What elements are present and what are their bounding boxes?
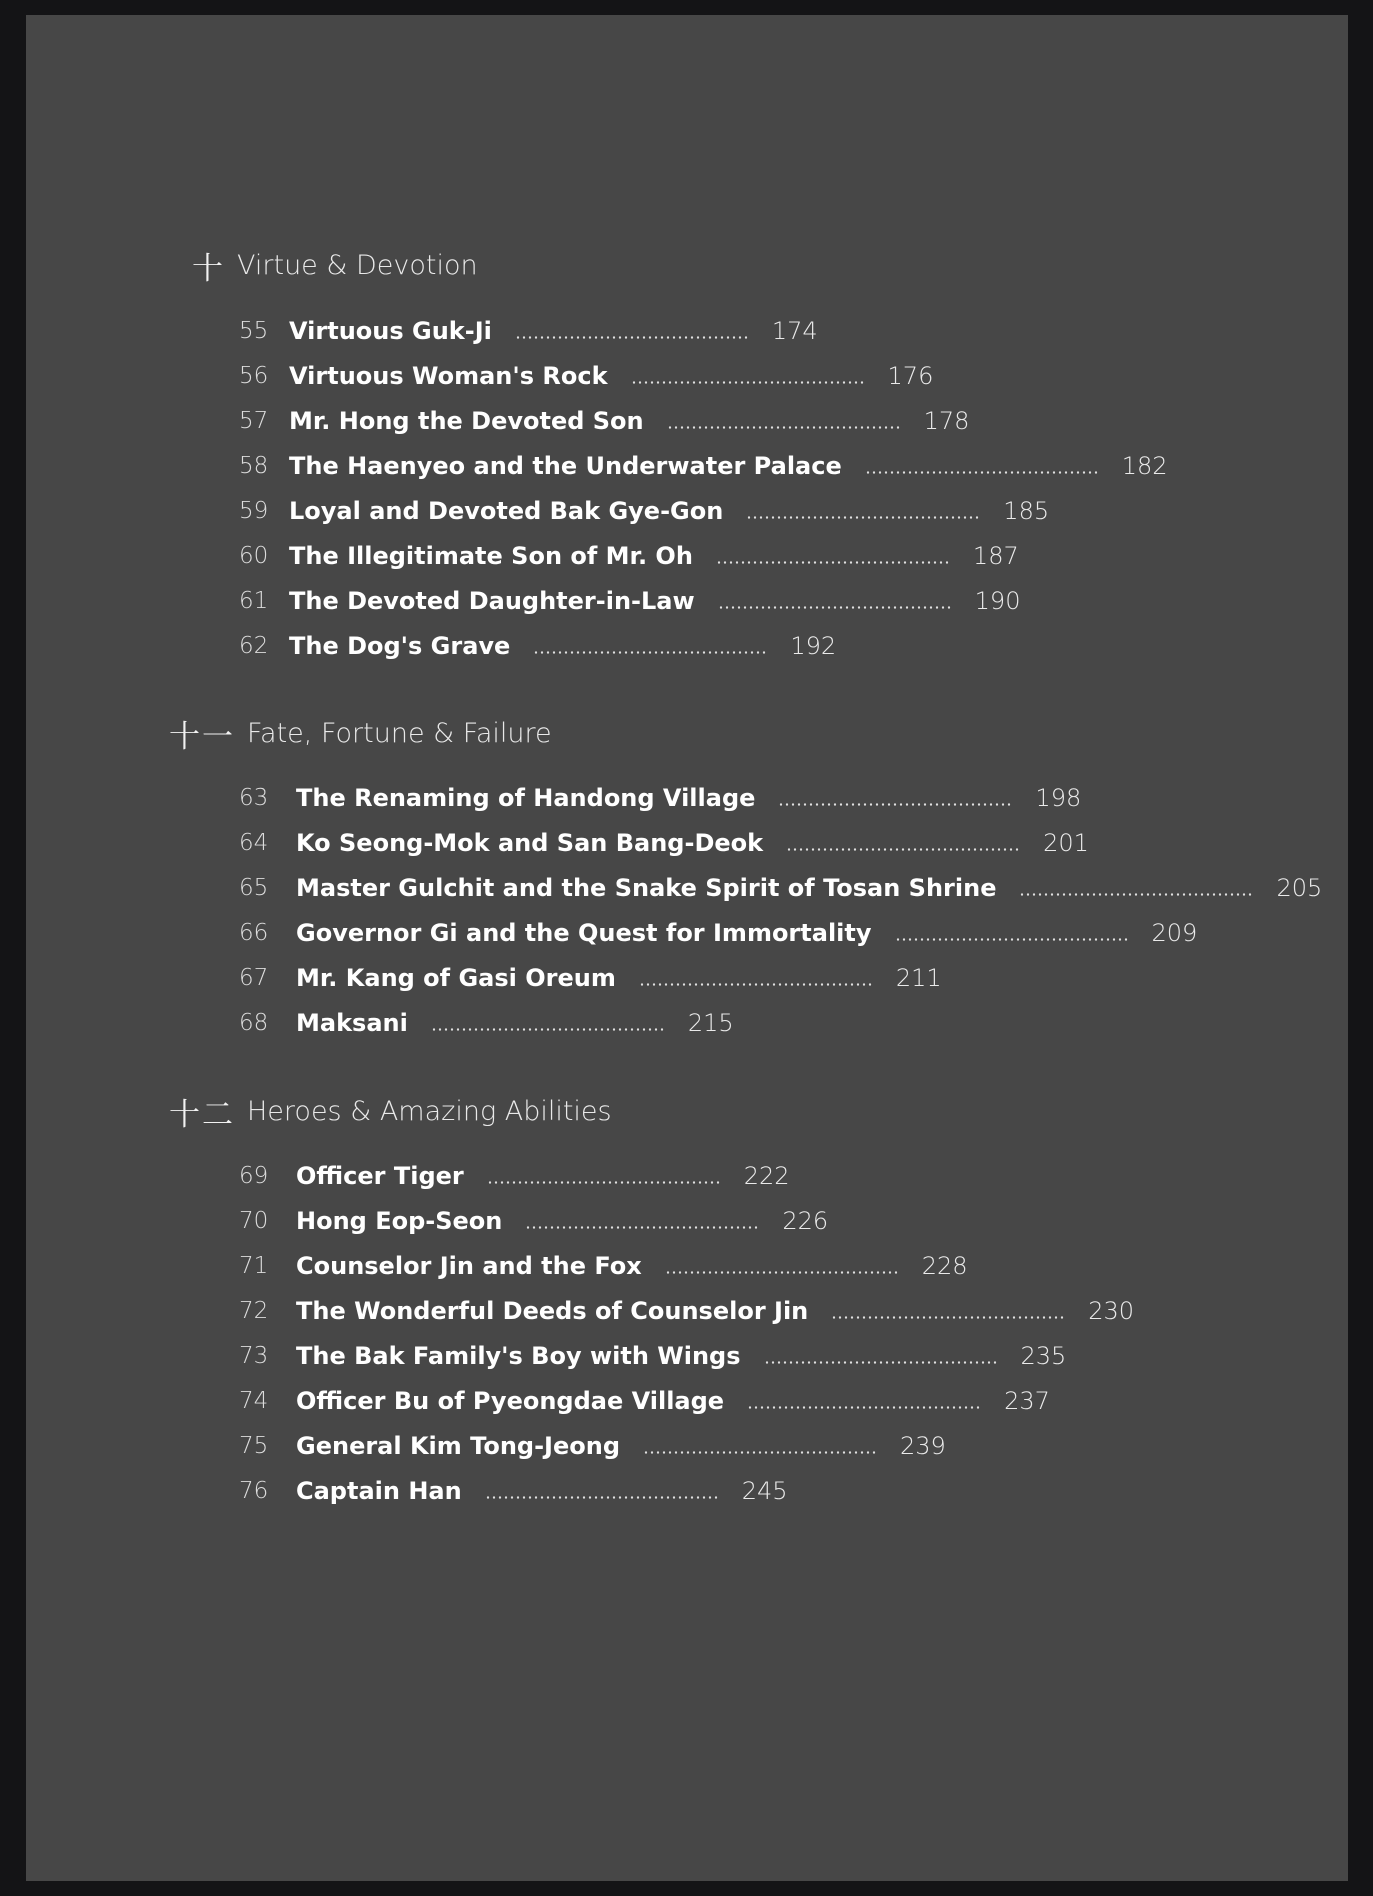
page-number: 198 (1035, 783, 1082, 812)
section-heading (169, 1091, 612, 1131)
section-numeral: 十一 (169, 718, 235, 755)
chapter-number: 67 (239, 964, 269, 991)
toc-entry[interactable] (239, 910, 1197, 955)
chapter-title: Virtuous Guk-Ji (289, 316, 492, 345)
page-number: 245 (741, 1476, 788, 1505)
chapter-title: The Devoted Daughter-in-Law (289, 586, 695, 615)
chapter-number: 56 (239, 362, 269, 389)
toc-entry[interactable] (239, 1288, 1134, 1333)
dot-leader (746, 516, 980, 519)
toc-entry[interactable] (239, 308, 818, 353)
chapter-number: 66 (239, 919, 269, 946)
chapter-number: 68 (239, 1009, 269, 1036)
toc-entry[interactable] (239, 1333, 1066, 1378)
chapter-title: Hong Eop-Seon (296, 1206, 503, 1235)
page-number: 230 (1088, 1296, 1135, 1325)
chapter-number: 57 (239, 407, 269, 434)
page-number: 226 (782, 1206, 829, 1235)
dot-leader (747, 1406, 981, 1409)
page-number: 192 (790, 631, 837, 660)
toc-entry[interactable] (239, 955, 942, 1000)
dot-leader (831, 1316, 1065, 1319)
chapter-title: Counselor Jin and the Fox (296, 1251, 642, 1280)
toc-entry[interactable] (239, 353, 933, 398)
chapter-number: 71 (239, 1252, 269, 1279)
page-number: 235 (1020, 1341, 1067, 1370)
toc-entry[interactable] (239, 1468, 788, 1513)
dot-leader (778, 803, 1012, 806)
page-number: 182 (1121, 451, 1168, 480)
page-number: 215 (687, 1008, 734, 1037)
page-number: 176 (887, 361, 934, 390)
section-numeral: 十二 (169, 1096, 235, 1133)
page-number: 209 (1151, 918, 1198, 947)
chapter-number: 62 (239, 632, 269, 659)
chapter-number: 60 (239, 542, 269, 569)
toc-entry[interactable] (239, 865, 1322, 910)
chapter-number: 70 (239, 1207, 269, 1234)
dot-leader (533, 651, 767, 654)
page-number: 222 (743, 1161, 790, 1190)
page-number: 228 (921, 1251, 968, 1280)
toc-entry[interactable] (239, 578, 1020, 623)
toc-entry[interactable] (239, 623, 836, 668)
section-numeral: 十 (192, 250, 225, 287)
page-number: 174 (771, 316, 818, 345)
dot-leader (718, 606, 952, 609)
chapter-title: Mr. Kang of Gasi Oreum (296, 963, 616, 992)
chapter-number: 75 (239, 1432, 269, 1459)
chapter-number: 58 (239, 452, 269, 479)
dot-leader (643, 1451, 877, 1454)
toc-entry[interactable] (239, 1153, 790, 1198)
chapter-number: 72 (239, 1297, 269, 1324)
dot-leader (1019, 893, 1253, 896)
page-number: 205 (1276, 873, 1323, 902)
chapter-title: Master Gulchit and the Snake Spirit of Tosan Shrine (296, 873, 997, 902)
page-number: 190 (974, 586, 1021, 615)
chapter-number: 73 (239, 1342, 269, 1369)
dot-leader (631, 381, 865, 384)
page-number: 187 (972, 541, 1019, 570)
chapter-title: The Wonderful Deeds of Counselor Jin (296, 1296, 809, 1325)
chapter-title: Mr. Hong the Devoted Son (289, 406, 644, 435)
chapter-title: Officer Tiger (296, 1161, 464, 1190)
dot-leader (865, 471, 1099, 474)
section-heading (192, 245, 478, 285)
dot-leader (487, 1181, 721, 1184)
chapter-number: 59 (239, 497, 269, 524)
chapter-number: 74 (239, 1387, 269, 1414)
chapter-title: Virtuous Woman's Rock (289, 361, 608, 390)
toc-entry[interactable] (239, 398, 969, 443)
chapter-number: 69 (239, 1162, 269, 1189)
page-number: 201 (1043, 828, 1089, 857)
dot-leader (786, 848, 1020, 851)
toc-entry[interactable] (239, 1423, 946, 1468)
page-number: 237 (1004, 1386, 1050, 1415)
toc-entry[interactable] (239, 775, 1081, 820)
dot-leader (525, 1226, 759, 1229)
toc-entry[interactable] (239, 443, 1168, 488)
dot-leader (895, 938, 1129, 941)
toc-entry[interactable] (239, 820, 1089, 865)
chapter-title: The Renaming of Handong Village (296, 783, 756, 812)
toc-entry[interactable] (239, 488, 1049, 533)
chapter-title: Captain Han (296, 1476, 462, 1505)
section-heading (169, 713, 552, 753)
dot-leader (431, 1028, 665, 1031)
toc-entry[interactable] (239, 533, 1019, 578)
chapter-title: Maksani (296, 1008, 408, 1037)
section-title: Heroes & Amazing Abilities (247, 1095, 612, 1127)
chapter-title: Governor Gi and the Quest for Immortality (296, 918, 872, 947)
chapter-title: The Haenyeo and the Underwater Palace (289, 451, 842, 480)
document-page (26, 15, 1348, 1881)
chapter-number: 65 (239, 874, 269, 901)
chapter-title: Ko Seong-Mok and San Bang-Deok (296, 828, 764, 857)
chapter-title: The Bak Family's Boy with Wings (296, 1341, 741, 1370)
chapter-number: 76 (239, 1477, 269, 1504)
chapter-title: General Kim Tong-Jeong (296, 1431, 620, 1460)
chapter-title: Officer Bu of Pyeongdae Village (296, 1386, 725, 1415)
chapter-title: The Illegitimate Son of Mr. Oh (289, 541, 693, 570)
toc-entry[interactable] (239, 1243, 968, 1288)
chapter-number: 64 (239, 829, 269, 856)
dot-leader (667, 426, 901, 429)
page-number: 178 (923, 406, 970, 435)
page-number: 239 (900, 1431, 946, 1460)
dot-leader (639, 983, 873, 986)
chapter-number: 55 (239, 317, 269, 344)
dot-leader (764, 1361, 998, 1364)
chapter-title: Loyal and Devoted Bak Gye-Gon (289, 496, 724, 525)
section-title: Fate, Fortune & Failure (247, 717, 552, 749)
toc-entry[interactable] (239, 1198, 828, 1243)
dot-leader (716, 561, 950, 564)
dot-leader (485, 1496, 719, 1499)
dot-leader (665, 1271, 899, 1274)
chapter-number: 61 (239, 587, 269, 614)
chapter-number: 63 (239, 784, 269, 811)
section-title: Virtue & Devotion (237, 249, 478, 281)
toc-entry[interactable] (239, 1000, 734, 1045)
page-number: 185 (1003, 496, 1050, 525)
page-number: 211 (895, 963, 942, 992)
toc-entry[interactable] (239, 1378, 1050, 1423)
dot-leader (515, 336, 749, 339)
chapter-title: The Dog's Grave (289, 631, 511, 660)
